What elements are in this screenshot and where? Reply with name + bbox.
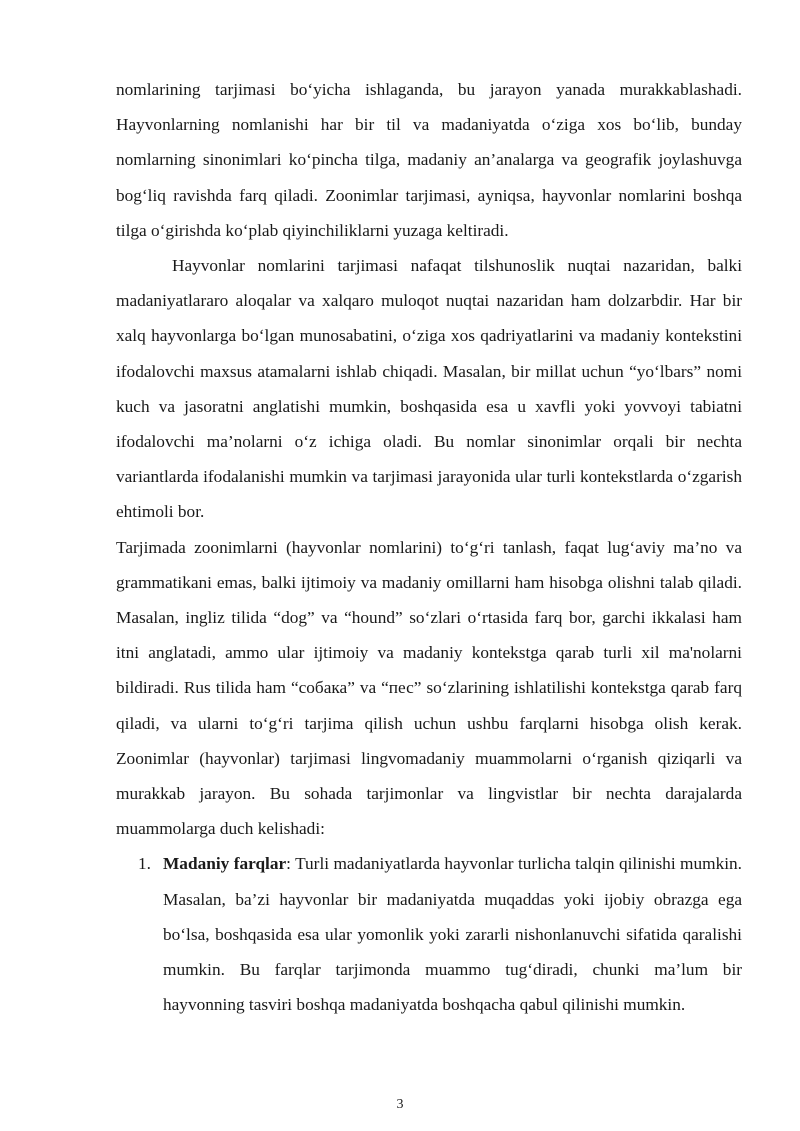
body-paragraph-2: Hayvonlar nomlarini tarjimasi nafaqat tilshunoslik nuqtai nazaridan, balki madaniyatlararo aloqalar va xalqaro muloqot nuqtai nazaridan ham dolzarbdir. Har bir xalq hayvonlarga bo‘lgan munosabatini, o‘ziga xos qadriyatlarini va madaniy kontekstini ifodalovchi maxsus atamalarni ishlab chiqadi. Masalan, bir millat uchun “yo‘lbars” nomi kuch va jasoratni anglatishi mumkin, boshqasida esa u xavfli yoki yovvoyi tabiatni ifodalovchi ma’nolarni o‘z ichiga oladi. Bu nomlar sinonimlar orqali bir nechta variantlarda ifodalanishi mumkin va tarjimasi jarayonida ular turli kontekstlarda o‘zgarish ehtimoli bor. <box>116 256 742 522</box>
list-item-term: Madaniy farqlar <box>163 854 287 874</box>
list-item <box>116 846 742 1022</box>
body-paragraph-3: Tarjimada zoonimlarni (hayvonlar nomlarini) to‘g‘ri tanlash, faqat lug‘aviy ma’no va grammatikani emas, balki ijtimoiy va madaniy omillarni ham hisobga olishni talab qiladi. Masalan, ingliz tilida “dog” va “hound” so‘zlari o‘rtasida farq bor, garchi ikkalasi ham itni anglatadi, ammo ular ijtimoiy va madaniy kontekstga qarab turli xil ma'nolarni bildiradi. Rus tilida ham “собака” va “пес” so‘zlarining ishlatilishi kontekstga qarab farq qiladi, va ularni to‘g‘ri tarjima qilish uchun ushbu farqlarni hisobga olish kerak. Zoonimlar (hayvonlar) tarjimasi lingvomadaniy muammolarni o‘rganish qiziqarli va murakkab jarayon. Bu sohada tarjimonlar va lingvistlar bir nechta darajalarda muammolarga duch kelishadi: <box>116 537 742 839</box>
page-number: 3 <box>396 1097 404 1112</box>
list-item-number: 1. <box>138 854 151 874</box>
numbered-list <box>116 846 742 1022</box>
body-paragraph-1: nomlarining tarjimasi bo‘yicha ishlaganda, bu jarayon yanada murakkablashadi. Hayvonlarning nomlanishi har bir til va madaniyatda o‘ziga xos bo‘lib, bunday nomlarning sinonimlari ko‘pincha tilga, madaniy an’analarga va geografik joylashuvga bog‘liq ravishda farq qiladi. Zoonimlar tarjimasi, ayniqsa, hayvonlar nomlarini boshqa tilga o‘girishda ko‘plab qiyinchiliklarni yuzaga keltiradi. <box>116 80 742 240</box>
page-body <box>116 72 742 1022</box>
list-item-text: : Turli madaniyatlarda hayvonlar turlicha talqin qilinishi mumkin. Masalan, ba’zi hayvonlar bir madaniyatda muqaddas yoki ijobiy obrazga ega bo‘lsa, boshqasida esa ular yomonlik yoki zararli nishonlanuvchi sifatida qaralishi mumkin. Bu farqlar tarjimonda muammo tug‘diradi, chunki ma’lum bir hayvonning tasviri boshqa madaniyatda boshqacha qabul qilinishi mumkin. <box>163 854 742 1015</box>
